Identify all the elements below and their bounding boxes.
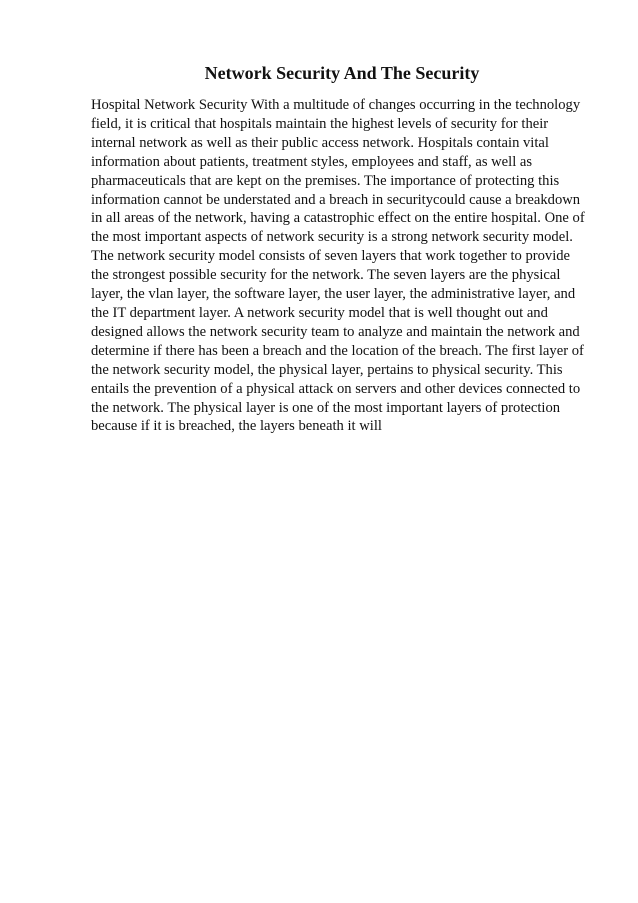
document-title: Network Security And The Security — [204, 63, 480, 83]
document-body-paragraph: Hospital Network Security With a multitude of changes occurring in the technology field, it is critical that hospitals maintain the highest levels of security for their internal network as well as their public access network. Hospitals contain vital information about patients, treatment styles, employees and staff, as well as pharmaceuticals that are kept on the premises. The importance of protecting this information cannot be understated and a breach in securitycould cause a breakdown in all areas of the network, having a catastrophic effect on the entire hospital. One of the most important aspects of network security is a strong network security model. The network security model consists of seven layers that work together to provide the strongest possible security for the network. The seven layers are the physical layer, the vlan layer, the software layer, the user layer, the administrative layer, and the IT department layer. A network security model that is well thought out and designed allows the network security team to analyze and maintain the network and determine if there has been a breach and the location of the breach. The first layer of the network security model, the physical layer, pertains to physical security. This entails the prevention of a physical attack on servers and other devices connected to the network. The physical layer is one of the most important layers of protection because if it is breached, the layers beneath it will — [91, 97, 585, 435]
